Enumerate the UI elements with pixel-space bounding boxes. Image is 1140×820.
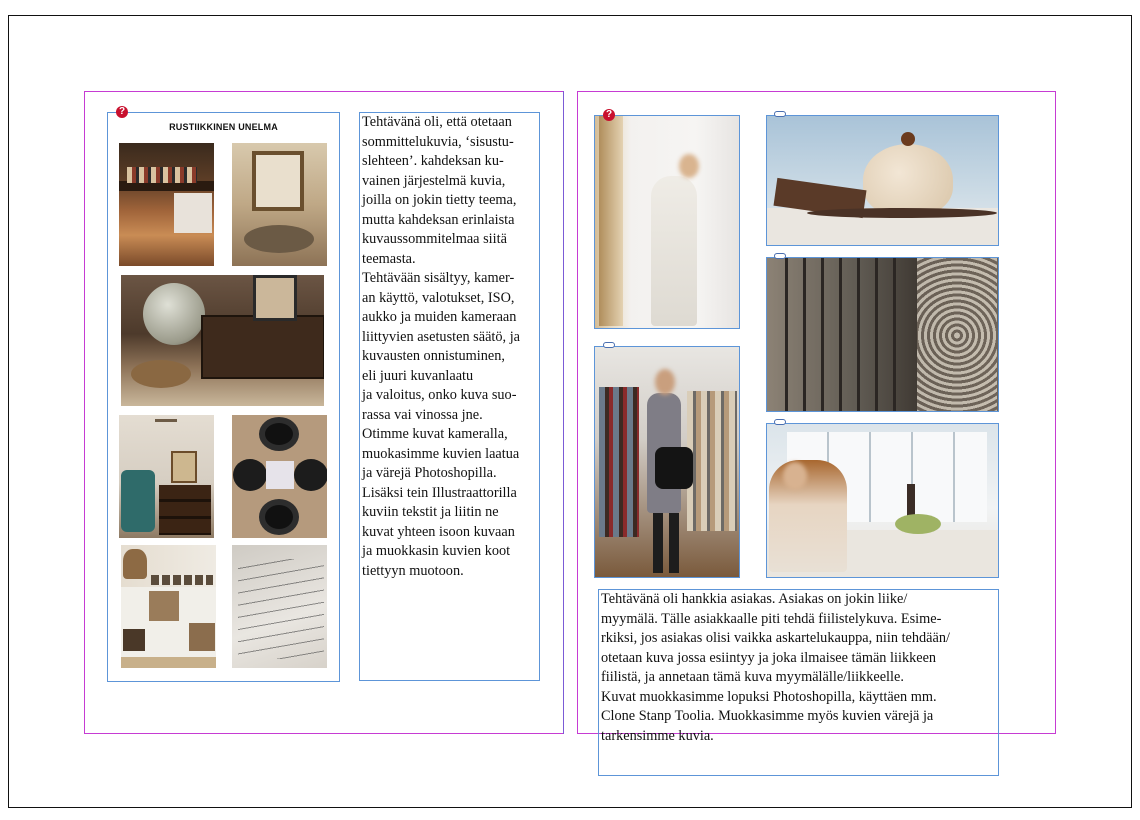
photo-shelf-boxes xyxy=(121,545,216,668)
photo-teapot[interactable] xyxy=(766,115,999,246)
right-body-text-frame[interactable]: Tehtävänä oli hankkia asiakas. Asiakas on jokin liike/ myymälä. Tälle asiakkaalle piti tehdä fiilistelykuva. Esime- rkiksi, jos asiakas olisi vaikka askartelukauppa, niin tehdään/ otetaan kuva jossa esiintyy ja joka ilmaisee tämän liikkeen fiilistä, ja annetaan tämä kuva myymälälle/liikkeelle. Kuvat muokkasimme lopuksi Photoshopilla, käyttäen mm. Clone Stanp Toolia. Muokkasimme myös kuvien värejä ja tarkensimme kuvia. xyxy=(598,589,999,776)
image-title-text: RUSTIIKKINEN UNELMA xyxy=(169,122,278,132)
spine-guide xyxy=(563,91,564,734)
photo-armchair-suitcases xyxy=(119,415,214,538)
chain-link-icon-teapot[interactable] xyxy=(774,111,786,117)
photo-rustic-shelf xyxy=(119,143,214,266)
photo-color-necklaces[interactable] xyxy=(766,257,999,412)
photo-plates-top-view xyxy=(232,415,327,538)
photo-color-woman-table[interactable] xyxy=(766,423,999,578)
photo-frame-candles xyxy=(232,143,327,266)
left-body-text-frame[interactable]: Tehtävänä oli, että otetaan sommittelukuvia, ‘sisustu- slehteen’. kahdeksan ku- vainen järjestelmä kuvia, joilla on jokin tietty teema, mutta kahdeksan erinlaista kuvaussommitelmaa siitä teemasta. Tehtävään sisältyy, kamer- an käyttö, valotukset, ISO, aukko ja muiden kameraan liittyvien asetusten säätö, ja kuvausten onnistuminen, eli juuri kuvanlaatu ja valoitus, onko kuva suo- rassa vai vinossa jne. Otimme kuvat kameralla, muokasimme kuvien laatua ja värejä Photoshopilla. Lisäksi tein Illustraattorilla kuviin tekstit ja liitin ne kuvat yhteen isoon kuvaan ja muokkasin kuvien koot tiettyyn muotoon. xyxy=(359,112,540,681)
photo-color-woman-store[interactable] xyxy=(594,346,740,578)
chain-link-icon-necklaces[interactable] xyxy=(774,253,786,259)
chain-link-icon-store[interactable] xyxy=(603,342,615,348)
rustic-dream-image-frame[interactable] xyxy=(107,112,340,682)
question-warning-icon[interactable]: ? xyxy=(116,106,128,118)
question-warning-icon-right[interactable]: ? xyxy=(603,109,615,121)
photo-sheet-music xyxy=(232,545,327,668)
photo-globe-suitcase xyxy=(121,275,324,406)
chain-link-icon-table[interactable] xyxy=(774,419,786,425)
photo-woman-window-dress[interactable] xyxy=(594,115,740,329)
